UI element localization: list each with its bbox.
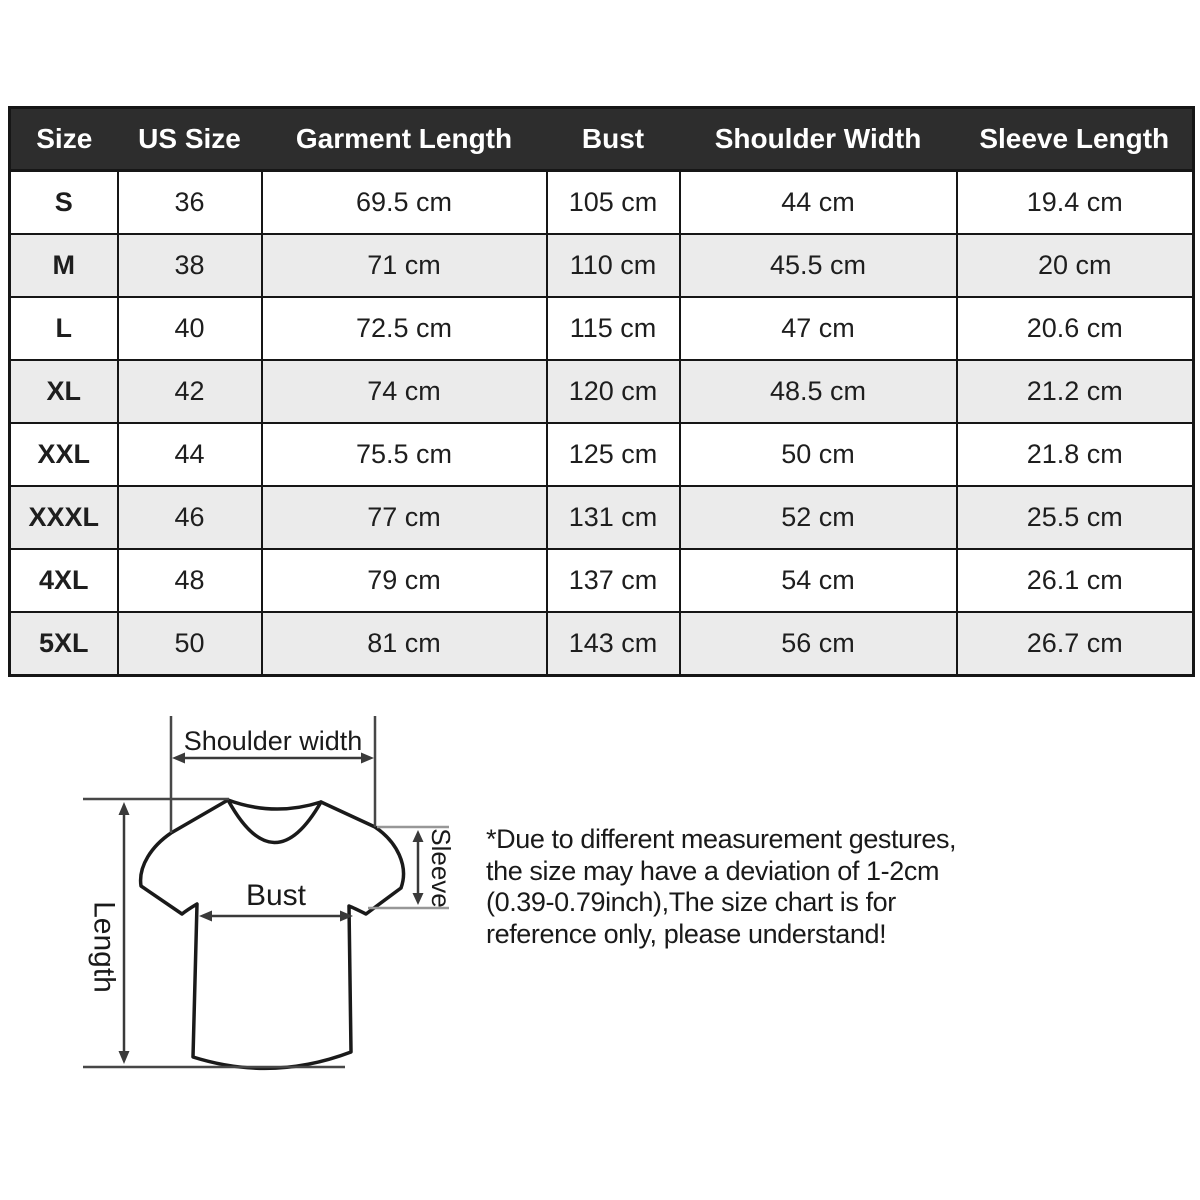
table-cell: 77 cm <box>262 486 547 549</box>
table-cell: 48 <box>118 549 262 612</box>
arrowhead-up <box>413 830 424 842</box>
table-cell: 50 <box>118 612 262 676</box>
length-label: Length <box>87 901 121 993</box>
table-cell: 74 cm <box>262 360 547 423</box>
arrowhead-down <box>413 893 424 905</box>
table-cell: 131 cm <box>547 486 680 549</box>
table-cell: 19.4 cm <box>957 171 1194 235</box>
tshirt-outline <box>141 800 404 1068</box>
table-cell: 47 cm <box>680 297 957 360</box>
table-cell: 4XL <box>10 549 118 612</box>
table-cell: 38 <box>118 234 262 297</box>
shoulder-width-label: Shoulder width <box>183 726 363 756</box>
table-cell: 79 cm <box>262 549 547 612</box>
table-cell: XL <box>10 360 118 423</box>
table-row <box>10 297 1194 360</box>
table-cell: 25.5 cm <box>957 486 1194 549</box>
bust-label: Bust <box>245 879 307 912</box>
table-cell: 81 cm <box>262 612 547 676</box>
table-cell: 21.8 cm <box>957 423 1194 486</box>
note-line: the size may have a deviation of 1-2cm <box>486 855 940 886</box>
table-cell: 71 cm <box>262 234 547 297</box>
table-cell: 46 <box>118 486 262 549</box>
arrowhead-up <box>119 802 130 815</box>
table-cell: S <box>10 171 118 235</box>
table-cell: 40 <box>118 297 262 360</box>
sleeve-label: Sleeve <box>426 828 456 908</box>
table-cell: XXXL <box>10 486 118 549</box>
column-header-us-size: US Size <box>118 108 262 171</box>
table-cell: XXL <box>10 423 118 486</box>
table-cell: M <box>10 234 118 297</box>
note-line: *Due to different measurement gestures, <box>486 824 957 854</box>
table-cell: 125 cm <box>547 423 680 486</box>
table-cell: 54 cm <box>680 549 957 612</box>
table-cell: 36 <box>118 171 262 235</box>
table-cell: L <box>10 297 118 360</box>
column-header-bust: Bust <box>547 108 680 171</box>
table-row <box>10 612 1194 676</box>
arrowhead-down <box>119 1051 130 1064</box>
table-cell: 48.5 cm <box>680 360 957 423</box>
table-cell: 143 cm <box>547 612 680 676</box>
table-cell: 137 cm <box>547 549 680 612</box>
measurement-note <box>486 824 1026 950</box>
table-row <box>10 549 1194 612</box>
table-cell: 42 <box>118 360 262 423</box>
table-cell: 45.5 cm <box>680 234 957 297</box>
column-header-garment-length: Garment Length <box>262 108 547 171</box>
note-line: reference only, please understand! <box>486 918 887 949</box>
tshirt-measurement-diagram <box>0 700 500 1130</box>
table-cell: 110 cm <box>547 234 680 297</box>
column-header-sleeve-length: Sleeve Length <box>957 108 1194 171</box>
column-header-shoulder-width: Shoulder Width <box>680 108 957 171</box>
table-cell: 50 cm <box>680 423 957 486</box>
table-cell: 21.2 cm <box>957 360 1194 423</box>
table-cell: 75.5 cm <box>262 423 547 486</box>
table-cell: 120 cm <box>547 360 680 423</box>
table-cell: 52 cm <box>680 486 957 549</box>
table-header-row <box>10 108 1194 171</box>
table-row <box>10 171 1194 235</box>
table-cell: 69.5 cm <box>262 171 547 235</box>
note-line: (0.39-0.79inch),The size chart is for <box>486 887 896 917</box>
column-header-size: Size <box>10 108 118 171</box>
table-row <box>10 423 1194 486</box>
table-row <box>10 234 1194 297</box>
table-cell: 26.1 cm <box>957 549 1194 612</box>
table-cell: 72.5 cm <box>262 297 547 360</box>
table-cell: 115 cm <box>547 297 680 360</box>
table-cell: 20.6 cm <box>957 297 1194 360</box>
table-cell: 44 <box>118 423 262 486</box>
table-cell: 26.7 cm <box>957 612 1194 676</box>
table-row <box>10 486 1194 549</box>
table-row <box>10 360 1194 423</box>
size-table <box>8 106 1195 677</box>
table-cell: 105 cm <box>547 171 680 235</box>
table-cell: 44 cm <box>680 171 957 235</box>
arrowhead-right <box>361 753 374 764</box>
table-cell: 20 cm <box>957 234 1194 297</box>
table-cell: 56 cm <box>680 612 957 676</box>
table-cell: 5XL <box>10 612 118 676</box>
